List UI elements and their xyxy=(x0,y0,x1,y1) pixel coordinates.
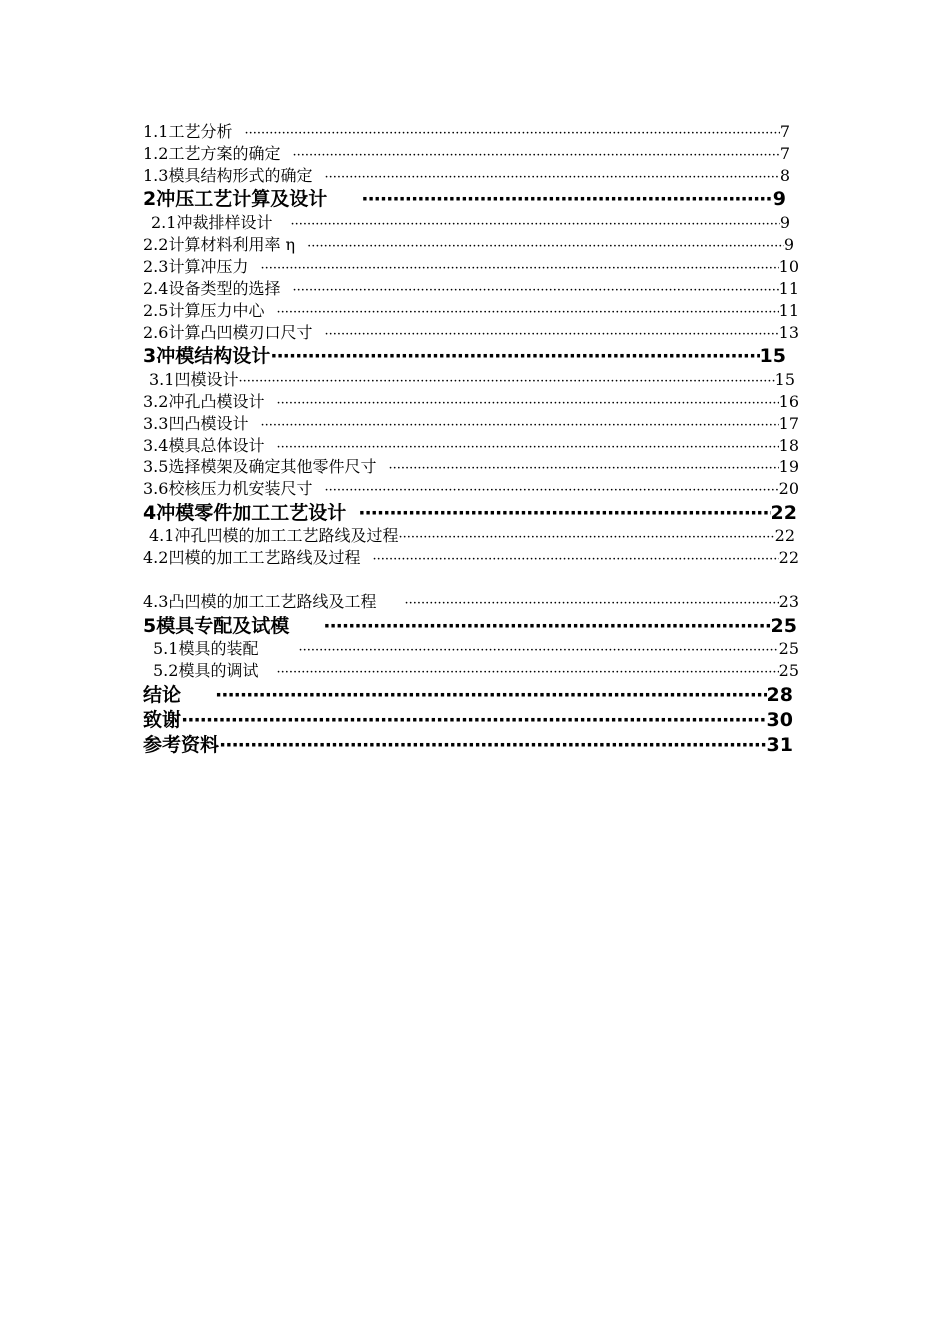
toc-entry[interactable] xyxy=(143,707,793,733)
toc-entry-page: 9 xyxy=(783,235,794,254)
toc-entry-title: 结论 xyxy=(143,684,182,706)
toc-entry-page: 18 xyxy=(778,436,799,455)
toc-entry-title: 4冲模零件加工工艺设计 xyxy=(143,502,347,524)
dot-leader xyxy=(238,369,774,393)
toc-entry[interactable] xyxy=(149,369,795,391)
toc-entry-title: 3.2冲孔凸模设计 xyxy=(143,392,265,411)
toc-entry-page: 19 xyxy=(778,457,799,476)
toc-entry-page: 20 xyxy=(778,479,799,498)
toc-entry-page: 25 xyxy=(778,639,799,658)
dot-leader xyxy=(260,256,778,280)
toc-entry-page: 30 xyxy=(766,709,793,731)
dot-leader xyxy=(219,732,767,758)
toc-entry-page: 31 xyxy=(766,734,793,756)
toc-entry-title: 3冲模结构设计 xyxy=(143,345,271,367)
toc-entry-title: 3.4模具总体设计 xyxy=(143,436,265,455)
toc-entry[interactable] xyxy=(143,732,793,758)
toc-entry[interactable] xyxy=(143,500,797,526)
toc-entry-title: 3.6校核压力机安装尺寸 xyxy=(143,479,313,498)
toc-entry[interactable] xyxy=(153,638,799,660)
toc-entry[interactable] xyxy=(143,322,799,344)
toc-entry[interactable] xyxy=(143,278,799,300)
toc-entry-title: 2.4设备类型的选择 xyxy=(143,279,281,298)
toc-entry-title: 2冲压工艺计算及设计 xyxy=(143,188,328,210)
toc-entry-page: 11 xyxy=(778,279,799,298)
dot-leader xyxy=(215,682,767,708)
toc-entry[interactable] xyxy=(151,212,790,234)
dot-leader xyxy=(270,343,759,369)
dot-leader xyxy=(323,613,770,639)
toc-entry-title: 5.2模具的调试 xyxy=(153,661,259,680)
toc-entry[interactable] xyxy=(143,456,799,478)
toc-entry[interactable] xyxy=(143,613,797,639)
toc-entry[interactable] xyxy=(143,143,790,165)
toc-entry-title: 2.1冲裁排样设计 xyxy=(151,213,273,232)
toc-entry-title: 3.1凹模设计 xyxy=(149,370,239,389)
dot-leader xyxy=(276,660,778,684)
dot-leader xyxy=(244,121,779,145)
toc-entry-page: 11 xyxy=(778,301,799,320)
toc-entry-page: 17 xyxy=(778,414,799,433)
toc-entry-title: 4.3凸凹模的加工工艺路线及工程 xyxy=(143,592,377,611)
toc-entry-page: 22 xyxy=(774,526,795,545)
toc-entry[interactable] xyxy=(143,391,799,413)
toc-entry-page: 7 xyxy=(779,144,790,163)
toc-entry-title: 2.3计算冲压力 xyxy=(143,257,249,276)
dot-leader xyxy=(292,143,779,167)
dot-leader xyxy=(358,500,770,526)
toc-entry-title: 1.2工艺方案的确定 xyxy=(143,144,281,163)
toc-entry[interactable] xyxy=(143,165,790,187)
toc-entry[interactable] xyxy=(143,234,794,256)
toc-entry[interactable] xyxy=(143,478,799,500)
toc-entry-page: 13 xyxy=(778,323,799,342)
toc-entry[interactable] xyxy=(143,682,793,708)
toc-entry[interactable] xyxy=(143,547,799,569)
dot-leader xyxy=(276,391,778,415)
dot-leader xyxy=(388,456,778,480)
toc-entry-title: 4.2凹模的加工工艺路线及过程 xyxy=(143,548,361,567)
toc-entry[interactable] xyxy=(143,300,799,322)
toc-entry-title: 5.1模具的装配 xyxy=(153,639,259,658)
toc-entry-title: 5模具专配及试模 xyxy=(143,615,290,637)
dot-leader xyxy=(307,234,784,258)
toc-entry[interactable] xyxy=(143,121,790,143)
dot-leader xyxy=(276,300,778,324)
dot-leader xyxy=(290,212,779,236)
toc-entry[interactable] xyxy=(143,186,786,212)
dot-leader xyxy=(292,278,778,302)
toc-entry-page: 23 xyxy=(778,592,799,611)
toc-entry-page: 25 xyxy=(778,661,799,680)
toc-entry-title: 1.3模具结构形式的确定 xyxy=(143,166,313,185)
dot-leader xyxy=(404,591,778,615)
toc-entry-page: 15 xyxy=(759,345,786,367)
dot-leader xyxy=(372,547,778,571)
toc-entry-page: 22 xyxy=(778,548,799,567)
dot-leader xyxy=(260,413,778,437)
toc-entry-page: 15 xyxy=(774,370,795,389)
toc-entry[interactable] xyxy=(143,343,786,369)
toc-entry-page: 16 xyxy=(778,392,799,411)
toc-entry[interactable] xyxy=(143,591,799,613)
toc-entry-page: 8 xyxy=(779,166,790,185)
dot-leader xyxy=(324,478,778,502)
toc-entry[interactable] xyxy=(143,256,799,278)
toc-entry-title: 致谢 xyxy=(143,709,182,731)
toc-entry-title: 1.1工艺分析 xyxy=(143,122,233,141)
toc-entry-page: 7 xyxy=(779,122,790,141)
toc-entry-title: 3.3凹凸模设计 xyxy=(143,414,249,433)
toc-entry[interactable] xyxy=(143,435,799,457)
toc-entry[interactable] xyxy=(143,413,799,435)
dot-leader xyxy=(398,525,774,549)
toc-entry-page: 28 xyxy=(766,684,793,706)
dot-leader xyxy=(181,707,767,733)
toc-entry-title: 2.6计算凸凹模刃口尺寸 xyxy=(143,323,313,342)
toc-entry-title: 2.5计算压力中心 xyxy=(143,301,265,320)
toc-entry-page: 22 xyxy=(770,502,797,524)
toc-entry-title: 2.2计算材料利用率 η xyxy=(143,235,296,254)
toc-entry-title: 4.1冲孔凹模的加工工艺路线及过程 xyxy=(149,526,399,545)
toc-entry-title: 参考资料 xyxy=(143,734,220,756)
toc-entry-page: 10 xyxy=(778,257,799,276)
toc-entry[interactable] xyxy=(153,660,799,682)
toc-entry-page: 25 xyxy=(770,615,797,637)
toc-entry-page: 9 xyxy=(772,188,786,210)
toc-entry[interactable] xyxy=(149,525,795,547)
dot-leader xyxy=(361,186,773,212)
toc-entry-title: 3.5选择模架及确定其他零件尺寸 xyxy=(143,457,377,476)
toc-entry-page: 9 xyxy=(779,213,790,232)
dot-leader xyxy=(298,638,778,662)
